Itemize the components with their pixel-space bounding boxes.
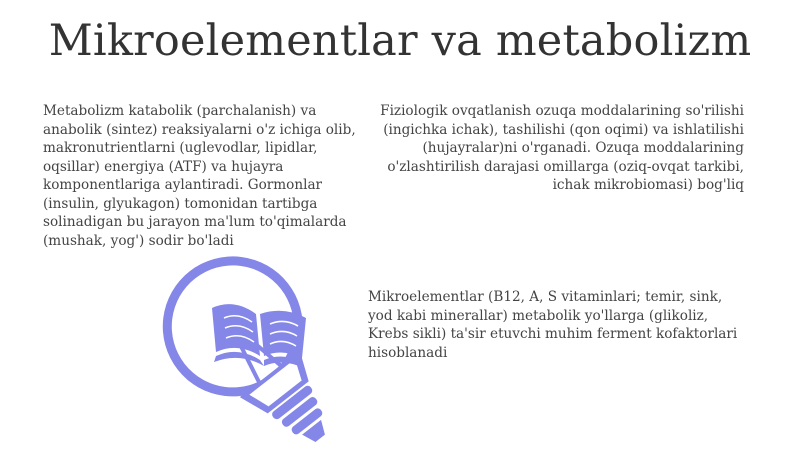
lightbulb-book-icon xyxy=(84,248,336,446)
paragraph-physiology: Fiziologik ovqatlanish ozuqa moddalarining so'rilishi (ingichka ichak), tashilishi (qon oqimi) va ishlatilishi (hujayralar)ni o'rganadi. Ozuqa moddalarining o'zlashtirilish darajasi omillarga (oziq-ovqat tarkibi, ichak mikrobiomasi) bog'liq xyxy=(380,103,744,193)
paragraph-metabolism: Metabolizm katabolik (parchalanish) va anabolik (sintez) reaksiyalarni o'z ichiga olib, makronutrientlarni (uglevodlar, lipidlar, oqsillar) energiya (ATF) va hujayra komponentlariga aylantiradi. Gormonlar (insulin, glyukagon) tomonidan tartibga solinadigan bu jarayon ma'lum to'qimalarda (mushak, yog') sodir bo'ladi xyxy=(43,103,356,249)
slide-title: Mikroelementlar va metabolizm xyxy=(48,16,752,66)
paragraph-microelements: Mikroelementlar (B12, A, S vitaminlari; temir, sink, yod kabi minerallar) metabolik yo'llarga (glikoliz, Krebs sikli) ta'sir etuvchi muhim ferment kofaktorlari hisoblanadi xyxy=(368,289,738,361)
